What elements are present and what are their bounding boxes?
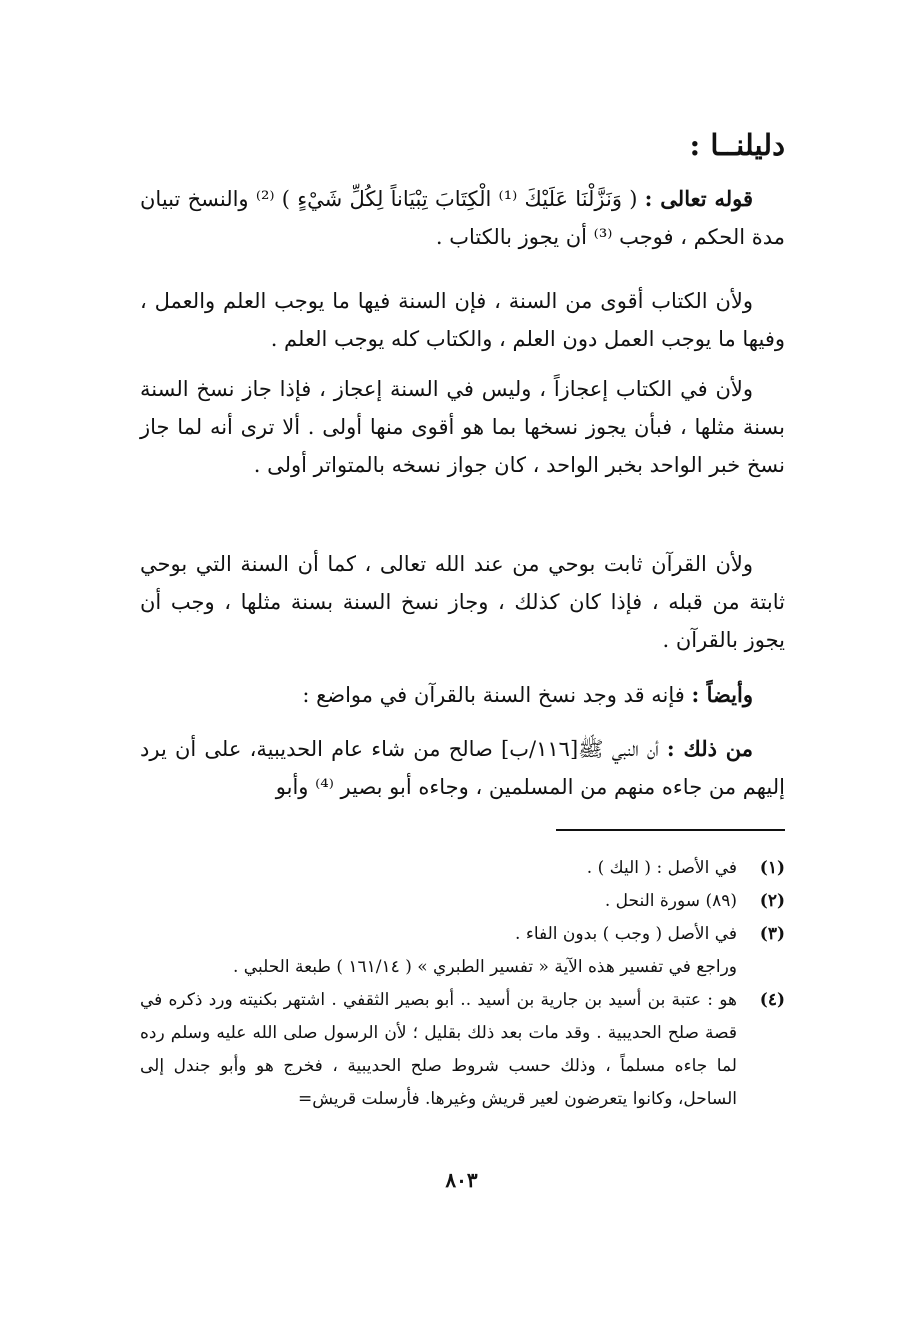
section-heading: دليلنــا : <box>689 128 785 162</box>
body-paragraph-group-5 <box>140 676 785 714</box>
footnote-number: (٤) <box>759 990 785 1010</box>
footnote-3 <box>140 918 785 951</box>
paragraph-lead: وأيضاً : <box>691 682 753 707</box>
footnote-separator <box>556 829 785 831</box>
paragraph-text: ولأن في الكتاب إعجازاً ، وليس في السنة إعجاز ، فإذا جاز نسخ السنة بسنة مثلها ، فبأن يجوز نسخها بما هو أقوى منها أولى . ألا ترى أنه لما جاز نسخ خبر الواحد بخبر الواحد ، كان جواز نسخه بالمتواتر أولى . <box>140 377 785 477</box>
body-paragraph-group-3 <box>140 370 785 484</box>
footnote-number: (١) <box>759 858 785 878</box>
page-number: ٨٠٣ <box>445 1168 478 1192</box>
footnote-text: في الأصل : ( اليك ) . <box>586 858 737 878</box>
paragraph-5 <box>140 676 785 714</box>
footnote-1 <box>140 852 785 885</box>
paragraph-1 <box>140 180 785 256</box>
footnote-3-continuation: وراجع في تفسير هذه الآية « تفسير الطبري » ( ١٦١/١٤ ) طبعة الحلبي . <box>232 957 737 977</box>
footnote-number: (٣) <box>759 924 785 944</box>
body-paragraph-group-4 <box>140 545 785 659</box>
body-paragraph-group-6 <box>140 730 785 806</box>
paragraph-lead: من ذلك : <box>666 736 753 761</box>
footnote-text: في الأصل ( وجب ) بدون الفاء . <box>515 924 737 944</box>
paragraph-2 <box>140 282 785 358</box>
paragraph-text: ولأن الكتاب أقوى من السنة ، فإن السنة فيها ما يوجب العلم والعمل ، وفيها ما يوجب العمل دون العلم ، والكتاب كله يوجب العلم . <box>140 289 785 351</box>
footnote-2 <box>140 885 785 918</box>
paragraph-text: ( وَنَزَّلْنَا عَلَيْكَ ⁽¹⁾ الْكِتَابَ تِبْيَاناً لِكُلِّ شَيْءٍ ) ⁽²⁾ والنسخ تبيان مدة الحكم ، فوجب ⁽³⁾ أن يجوز بالكتاب . <box>140 187 785 249</box>
paragraph-3 <box>140 370 785 484</box>
paragraph-text: ولأن القرآن ثابت بوحي من عند الله تعالى ، كما أن السنة التي بوحي ثابتة من قبله ، فإذا كان كذلك ، وجاز نسخ السنة بسنة مثلها ، وجب أن يجوز بالقرآن . <box>140 552 785 652</box>
paragraph-text: فإنه قد وجد نسخ السنة بالقرآن في مواضع : <box>302 683 692 707</box>
paragraph-4 <box>140 545 785 659</box>
footnotes <box>140 852 785 1116</box>
paragraph-lead: قوله تعالى : <box>644 186 753 211</box>
footnote-text: هو : عتبة بن أسيد بن جارية بن أسيد .. أبو بصير الثقفي . اشتهر بكنيته ورد ذكره في قصة صلح الحديبية . وقد مات بعد ذلك بقليل ؛ لأن الرسول صلى الله عليه وسلم رده لما جاءه مسلماً ، وذلك حسب شروط صلح الحديبية ، فخرج هو وأبو جندل إلى الساحل، وكانوا يتعرضون لعير قريش وغيرها. فأرسلت قريش= <box>140 990 737 1109</box>
footnote-number: (٢) <box>759 891 785 911</box>
body-paragraph-group-1 <box>140 180 785 256</box>
footnote-4 <box>140 984 785 1116</box>
paragraph-6 <box>140 730 785 806</box>
body-paragraph-group-2 <box>140 282 785 358</box>
paragraph-text: أن النبي ﷺ[١١٦/ب] صالح من شاء عام الحديبية، على أن يرد إليهم من جاءه منهم من المسلمين ، وجاءه أبو بصير ⁽⁴⁾ وأبو <box>140 737 785 799</box>
footnote-text: (٨٩) سورة النحل . <box>604 891 737 911</box>
